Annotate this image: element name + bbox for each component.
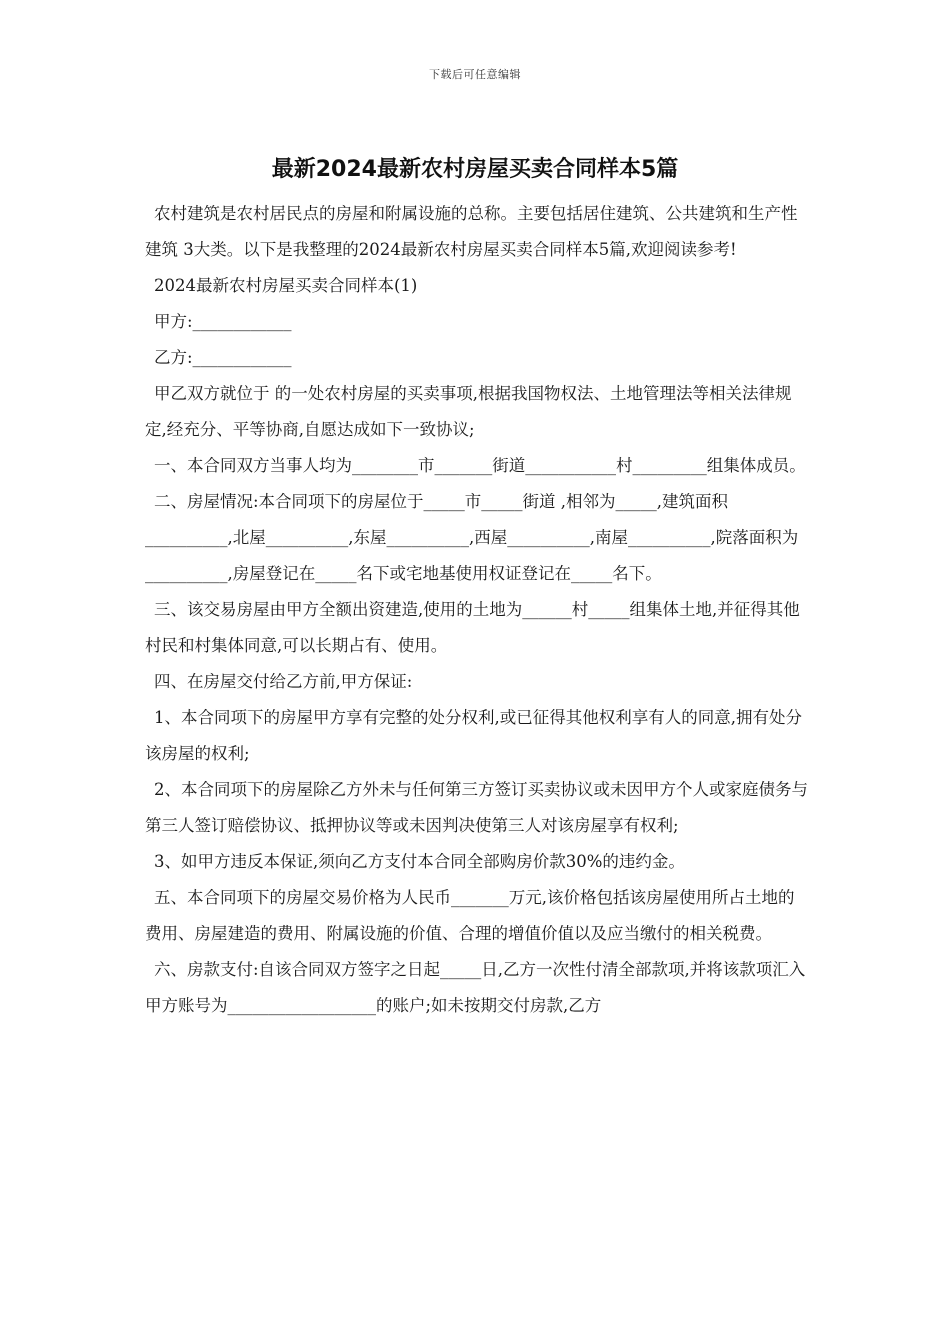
intro-paragraph: 农村建筑是农村居民点的房屋和附属设施的总称。主要包括居住建筑、公共建筑和生产性建筑 3大类。以下是我整理的2024最新农村房屋买卖合同样本5篇,欢迎阅读参考! (145, 204, 798, 259)
clause-3: 三、该交易房屋由甲方全额出资建造,使用的土地为______村_____组集体土地,并征得其他村民和村集体同意,可以长期占有、使用。 (145, 600, 800, 655)
clause-2: 二、房屋情况:本合同项下的房屋位于_____市_____街道 ,相邻为_____,建筑面积__________,北屋__________,东屋__________,西屋__________,南屋__________,院落面积为__________,房屋登记在_____名下或宅地基使用权证登记在_____名下。 (145, 492, 799, 583)
party-b-line: 乙方:____________ (154, 348, 292, 367)
clause-5: 五、本合同项下的房屋交易价格为人民币_______万元,该价格包括该房屋使用所占土地的费用、房屋建造的费用、附属设施的价值、合理的增值价值以及应当缴付的相关税费。 (145, 888, 795, 943)
document-title: 最新2024最新农村房屋买卖合同样本5篇 (271, 157, 679, 182)
clause-4-item-1: 1、本合同项下的房屋甲方享有完整的处分权利,或已征得其他权利享有人的同意,拥有处分该房屋的权利; (145, 708, 802, 763)
clause-1: 一、本合同双方当事人均为________市_______街道___________村_________组集体成员。 (154, 456, 806, 475)
party-a-line: 甲方:____________ (154, 312, 292, 331)
clause-4-item-2: 2、本合同项下的房屋除乙方外未与任何第三方签订买卖协议或未因甲方个人或家庭债务与第三人签订赔偿协议、抵押协议等或未因判决使第三人对该房屋享有权利; (145, 780, 808, 835)
preamble-paragraph: 甲乙双方就位于 的一处农村房屋的买卖事项,根据我国物权法、土地管理法等相关法律规定,经充分、平等协商,自愿达成如下一致协议; (145, 384, 792, 439)
clause-4: 四、在房屋交付给乙方前,甲方保证: (154, 672, 413, 691)
clause-6: 六、房款支付:自该合同双方签字之日起_____日,乙方一次性付清全部款项,并将该款项汇入甲方账号为__________________的账户;如未按期交付房款,乙方 (145, 960, 806, 1015)
document-body (145, 196, 810, 1024)
sample-heading: 2024最新农村房屋买卖合同样本(1) (154, 276, 418, 295)
clause-4-item-3: 3、如甲方违反本保证,须向乙方支付本合同全部购房价款30%的违约金。 (154, 852, 685, 871)
header-note: 下载后可任意编辑 (429, 68, 521, 81)
